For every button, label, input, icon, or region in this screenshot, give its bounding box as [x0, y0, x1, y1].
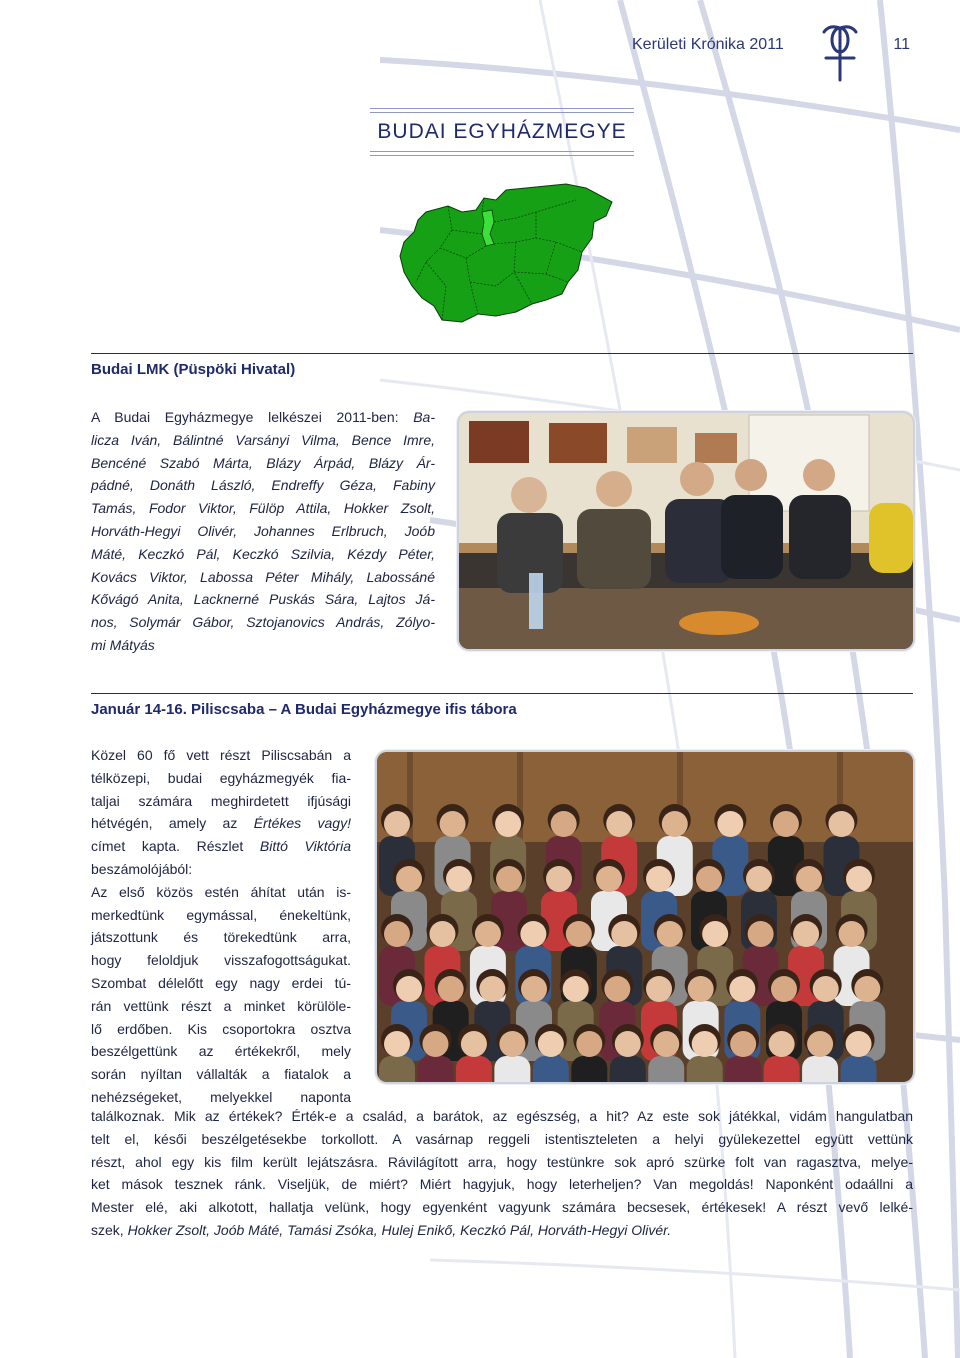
italic-text-run: Kővágó Anita, Lacknerné Puskás Sára, Lajtos Já- — [91, 591, 435, 608]
article1-line — [91, 520, 435, 543]
article1-line — [91, 588, 435, 611]
italic-text-run: pádné, Donáth László, Endreffy Géza, Fabiny — [91, 477, 435, 494]
italic-text-run: Értékes vagy! — [253, 815, 351, 832]
text-run: ket mások tesznek ránk. Viseljük, de miért? Miért hagyjuk, hogy leterheljen? Van megoldás! Naponként odaállni a — [91, 1176, 913, 1193]
text-run: merkedtünk egymással, énekeltünk, — [91, 906, 351, 923]
text-run: Az első közös estén áhítat után is- — [91, 883, 351, 900]
article2-line — [91, 926, 351, 949]
text-run: rán vettünk részt a minket körülöle- — [91, 997, 351, 1014]
article2-body-wide — [91, 1105, 913, 1242]
article1-line — [91, 611, 435, 634]
italic-text-run: nos, Solymár Gábor, Sztojanovics András, Zólyo- — [91, 614, 435, 631]
text-run: címet kapta. Részlet — [91, 838, 260, 855]
article2-top-rule — [91, 693, 913, 694]
hungary-map-icon — [396, 182, 616, 328]
page-number: 11 — [893, 36, 910, 53]
article2-line — [91, 995, 351, 1018]
text-run: Közel 60 fő vett részt Piliscsabán a — [91, 747, 351, 763]
text-run: beszélgettünk az értékekről, mely — [91, 1043, 351, 1060]
text-run: télközepi, budai egyházmegyék fia- — [91, 769, 351, 786]
youth-camp-group-photo — [375, 750, 915, 1084]
italic-text-run: Tamás, Fodor Viktor, Fülöp Attila, Hokker Zsolt, — [91, 500, 435, 517]
article2-line — [91, 812, 351, 835]
article2-line — [91, 1040, 351, 1063]
article1-line — [91, 497, 435, 520]
italic-text-run: Hokker Zsolt, Joób Máté, Tamási Zsóka, Hulej Enikő, Keczkó Pál, Horváth-Hegyi Olivér. — [127, 1221, 672, 1238]
article2-line — [91, 790, 351, 813]
article2-line — [91, 881, 351, 904]
article1-line — [91, 452, 435, 475]
text-run: hogy feloldjuk visszafogottságukat. — [91, 952, 351, 969]
article2-body-narrow — [91, 744, 351, 1109]
article2-line — [91, 767, 351, 790]
article2-line — [91, 1196, 913, 1219]
text-run: lő erdőben. Kis csoportokra osztva — [91, 1020, 351, 1037]
text-run: szek, — [91, 1221, 128, 1238]
italic-text-run: Bittó Viktória — [259, 838, 351, 855]
running-header — [580, 36, 910, 70]
article1-body — [91, 406, 435, 657]
article1-line — [91, 474, 435, 497]
article2-line — [91, 1018, 351, 1041]
article1-line — [91, 429, 435, 452]
text-run: nehézségeket, melyekkel naponta — [91, 1088, 351, 1105]
article1-heading: Budai LMK (Püspöki Hivatal) — [91, 361, 296, 378]
text-run: találkoznak. Mik az értékek? Érték-e a család, a barátok, az egészség, a hit? Az este sok játékkal, vidám hangulatban — [91, 1108, 913, 1124]
text-run: során nyíltan vállalták a fiatalok a — [91, 1066, 351, 1083]
text-run: részt, ahol egy kis film került lejátszásra. Rávilágított arra, hogy testünkre sok apró szürke folt van ragasztva, melye- — [91, 1153, 913, 1170]
publication-title: Kerületi Krónika 2011 — [632, 36, 784, 53]
article2-line — [91, 835, 351, 858]
text-run: Szombat délelőtt egy nagy erdei tú- — [91, 974, 351, 991]
section-title-text: BUDAI EGYHÁZMEGYE — [377, 120, 627, 143]
pastors-meeting-photo — [457, 411, 915, 651]
article2-line — [91, 1173, 913, 1196]
text-run: taljai számára meghirdetett ifjúsági — [91, 792, 351, 809]
italic-text-run: Bencéné Szabó Márta, Blázy Árpád, Blázy Ár- — [91, 454, 435, 471]
text-run: Mester elé, aki alkotott, hallatja velünk, hogy egyenként vagyunk számára becsesek, értékesek! A részt vevő lelké- — [91, 1199, 913, 1216]
article2-line — [91, 1063, 351, 1086]
article2-line — [91, 1151, 913, 1174]
text-run: játszottunk és törekedtünk arra, — [91, 929, 351, 946]
italic-text-run: Ba- — [413, 409, 435, 425]
article1-line — [91, 406, 435, 429]
text-run: telt el, késői beszélgetésekbe torkollott. A vasárnap reggeli istentiszteleten a helyi gyülekezettel együtt vettünk — [91, 1130, 913, 1147]
text-run: A Budai Egyházmegye lelkészei 2011-ben: — [91, 409, 414, 425]
church-cross-logo-icon — [818, 22, 862, 82]
article2-heading: Január 14-16. Piliscsaba – A Budai Egyházmegye ifis tábora — [91, 701, 517, 718]
text-run: hétvégén, amely az — [91, 815, 254, 832]
section-title — [370, 108, 634, 156]
article2-line — [91, 972, 351, 995]
article1-line — [91, 566, 435, 589]
article2-line — [91, 949, 351, 972]
italic-text-run: mi Mátyás — [91, 636, 155, 653]
article2-line — [91, 904, 351, 927]
italic-text-run: Máté, Keczkó Pál, Keczkó Szilvia, Kézdy Péter, — [91, 545, 435, 562]
article2-line — [91, 1105, 913, 1128]
article2-line — [91, 1219, 913, 1242]
article1-top-rule — [91, 353, 913, 354]
italic-text-run: licza Iván, Bálintné Varsányi Vilma, Bence Imre, — [91, 431, 435, 448]
article2-line — [91, 744, 351, 767]
article2-line — [91, 858, 351, 881]
article1-line — [91, 543, 435, 566]
article1-line — [91, 634, 435, 657]
italic-text-run: Kovács Viktor, Labossa Péter Mihály, Labossáné — [91, 568, 435, 585]
article2-line — [91, 1128, 913, 1151]
italic-text-run: Horváth-Hegyi Olivér, Johannes Erlbruch, Joób — [91, 522, 435, 539]
text-run: beszámolójából: — [91, 860, 193, 877]
